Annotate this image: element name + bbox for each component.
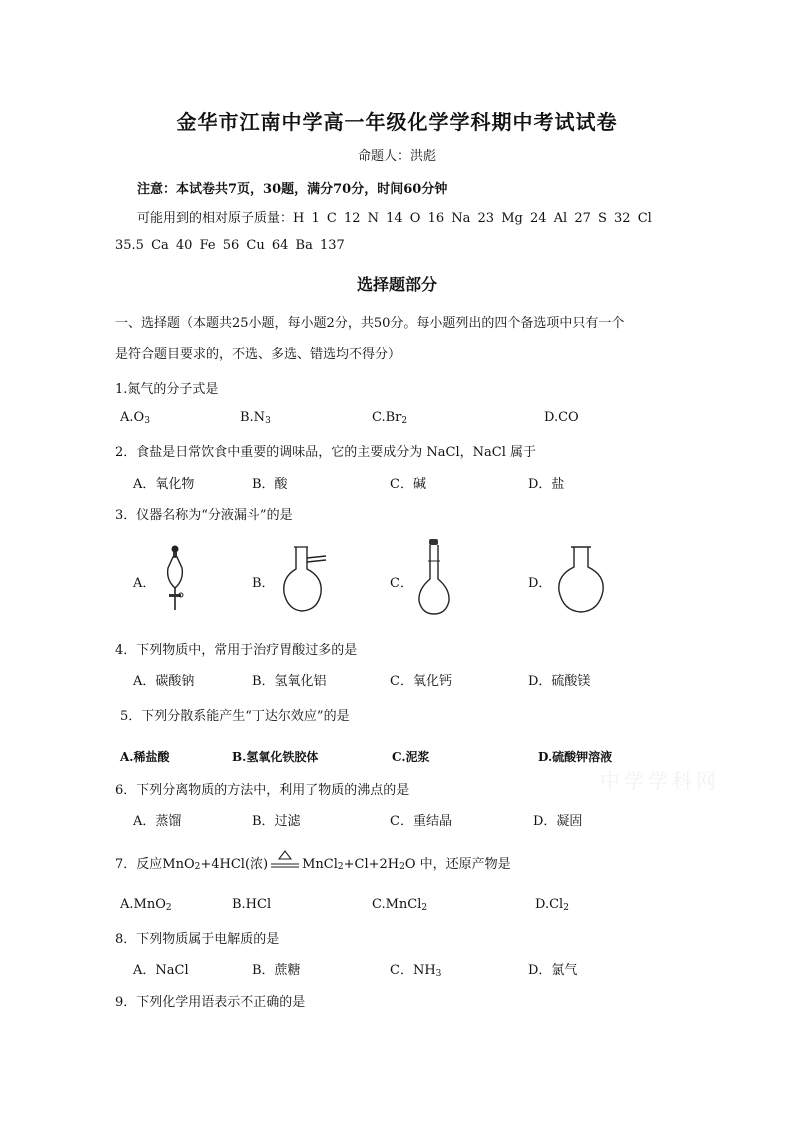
question-7-stem: 7．反应MnO $_2$ +4HCl(浓) MnCl 2 +Cl+2H 2 O 中，还原产物是 (115, 850, 511, 872)
question-3-option-c: C． (390, 576, 413, 591)
question-6-option-c: C．重结晶 (390, 814, 452, 829)
atomic-masses-line-2: 35.5 Ca 40 Fe 56 Cu 64 Ba 137 (115, 238, 345, 253)
question-3-option-d: D． (528, 576, 552, 591)
question-3-option-b: B． (252, 576, 275, 591)
question-6-option-b: B．过滤 (252, 814, 301, 829)
question-2-option-a: A．氧化物 (133, 477, 195, 492)
question-2-option-b: B．酸 (252, 477, 288, 492)
question-7-option-a: A.MnO$_2$ (120, 897, 172, 913)
question-2-option-c: C．碱 (390, 477, 426, 492)
instructions-line-2: 是符合题目要求的，不选、多选、错选均不得分） (115, 347, 402, 362)
question-7-option-d: $D.Cl_2$ (535, 897, 569, 913)
question-5-stem: 5．下列分散系能产生“丁达尔效应”的是 (120, 709, 350, 724)
question-1-stem: 1.氮气的分子式是 (115, 382, 219, 397)
question-8-option-d: D．氯气 (528, 963, 578, 978)
question-5-option-b: B.氢氧化铁胶体 (232, 750, 319, 764)
question-8-stem: 8．下列物质属于电解质的是 (115, 932, 280, 947)
question-6-option-d: D．凝固 (533, 814, 583, 829)
question-4-option-b: B．氢氧化铝 (252, 674, 327, 689)
question-3-stem: 3．仪器名称为“分液漏斗”的是 (115, 508, 293, 523)
question-8-option-a: A．NaCl (133, 963, 189, 978)
question-4-option-c: C．氧化钙 (390, 674, 452, 689)
question-1-option-b: $B.N_3$ (240, 410, 271, 426)
question-5-option-a: A.稀盐酸 (120, 750, 170, 764)
exam-title: 金华市江南中学高一年级化学学科期中考试试卷 (176, 110, 618, 134)
separatory-funnel-icon (158, 544, 192, 614)
question-4-stem: 4．下列物质中，常用于治疗胃酸过多的是 (115, 643, 358, 658)
author-line: 命题人：洪彪 (357, 149, 436, 164)
question-6-option-a: A．蒸馏 (133, 814, 182, 829)
question-1-option-c: $C.Br_2$ (372, 410, 408, 426)
question-2-option-d: D．盐 (528, 477, 565, 492)
question-6-stem: 6．下列分离物质的方法中，利用了物质的沸点的是 (115, 783, 410, 798)
question-5-option-d: D.硫酸钾溶液 (538, 750, 613, 764)
question-3-option-a: A． (133, 576, 156, 591)
question-5-option-c: C.泥浆 (392, 750, 430, 764)
question-1-option-a: $A.O_3$ (120, 410, 150, 426)
watermark: 中学学科网 (600, 769, 720, 793)
round-bottom-flask-icon (555, 543, 607, 615)
question-9-stem: 9．下列化学用语表示不正确的是 (115, 995, 306, 1010)
atomic-masses-line-1: 可能用到的相对原子质量：H 1 C 12 N 14 O 16 Na 23 Mg 24 Al 27 S 32 Cl (137, 211, 652, 226)
heat-condition-icon (270, 850, 300, 872)
question-4-option-a: A．碳酸钠 (133, 674, 195, 689)
question-1-option-d: D.CO (544, 410, 579, 425)
question-7-option-c: C.MnCl$_2$ (372, 897, 428, 913)
question-8-option-c: C．$NH_3$ (390, 963, 442, 979)
section-title: 选择题部分 (356, 275, 437, 294)
question-8-option-b: B．蔗糖 (252, 963, 301, 978)
question-4-option-d: D．硫酸镁 (528, 674, 591, 689)
instructions-line-1: 一、选择题（本题共25小题，每小题2分，共50分。每小题列出的四个备选项中只有一个 (115, 316, 625, 331)
exam-note: 注意：本试卷共7页，30题，满分70分，时间60分钟 (137, 182, 448, 197)
distillation-flask-icon (280, 545, 328, 613)
volumetric-flask-icon (414, 537, 454, 615)
question-7-option-b: B.HCl (232, 897, 272, 912)
question-2-stem: 2．食盐是日常饮食中重要的调味品，它的主要成分为 NaCl，NaCl 属于 (115, 445, 536, 460)
